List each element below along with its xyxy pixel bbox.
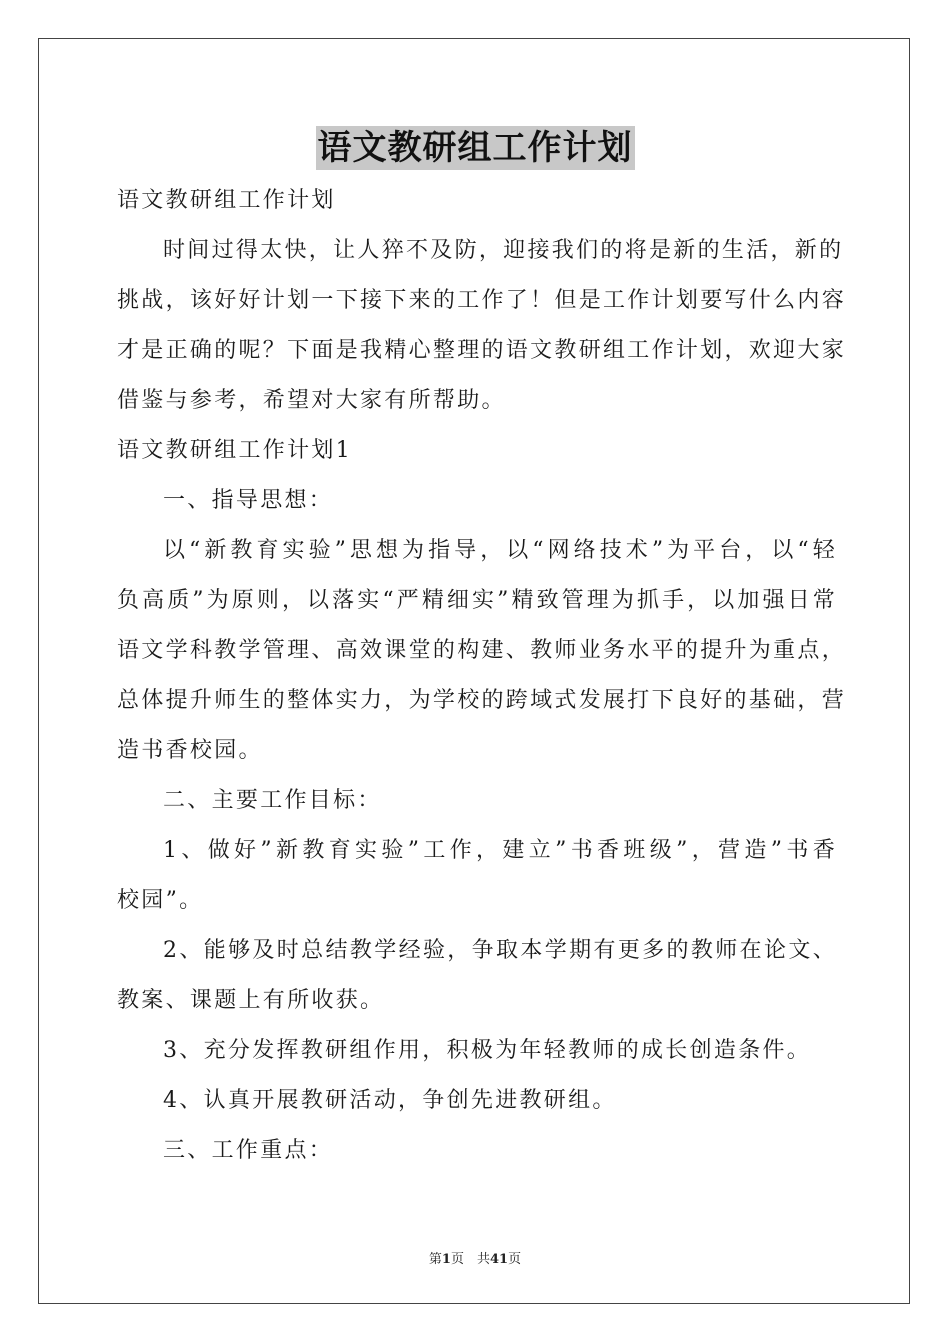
text-line: 2、能够及时总结教学经验，争取本学期有更多的教师在论文、 (163, 938, 837, 963)
text-line: 造书香校园。 (117, 738, 263, 763)
footer-suffix: 页 (508, 1252, 522, 1267)
text-line: 4、认真开展教研活动，争创先进教研组。 (163, 1088, 617, 1113)
text-line: 挑战，该好好计划一下接下来的工作了！但是工作计划要写什么内容 (117, 288, 847, 313)
text-line: 语文学科教学管理、高效课堂的构建、教师业务水平的提升为重点， (117, 638, 847, 663)
text-line: 校园”。 (117, 888, 204, 913)
document-body (117, 176, 847, 1176)
text-line: 总体提升师生的整体实力，为学校的跨域式发展打下良好的基础，营 (117, 688, 847, 713)
text-line: 负高质”为原则，以落实“严精细实”精致管理为抓手，以加强日常 (117, 588, 837, 613)
text-line: 才是正确的呢？下面是我精心整理的语文教研组工作计划，欢迎大家 (117, 338, 847, 363)
document-title: 语文教研组工作计划 (317, 128, 633, 168)
text-line: 教案、课题上有所收获。 (117, 988, 385, 1013)
text-line: 三、工作重点： (163, 1138, 334, 1163)
footer-current-page: 1 (441, 1252, 451, 1267)
text-line: 3、充分发挥教研组作用，积极为年轻教师的成长创造条件。 (163, 1038, 812, 1063)
text-line: 以“新教育实验”思想为指导，以“网络技术”为平台，以“轻 (163, 538, 837, 563)
title-wrapper (0, 126, 950, 170)
text-line: 借鉴与参考，希望对大家有所帮助。 (117, 388, 506, 413)
page-footer (0, 1248, 950, 1267)
text-line: 语文教研组工作计划1 (117, 438, 352, 463)
text-line: 二、主要工作目标： (163, 788, 382, 813)
footer-prefix: 第 (428, 1252, 442, 1267)
text-line: 1、做好”新教育实验”工作，建立”书香班级”，营造”书香 (163, 838, 837, 863)
text-line: 语文教研组工作计划 (117, 188, 336, 213)
footer-total-pages: 41 (489, 1252, 509, 1267)
text-line: 时间过得太快，让人猝不及防，迎接我们的将是新的生活，新的 (163, 238, 844, 263)
text-line: 一、指导思想： (163, 488, 334, 513)
footer-mid: 页 共 (450, 1252, 490, 1267)
